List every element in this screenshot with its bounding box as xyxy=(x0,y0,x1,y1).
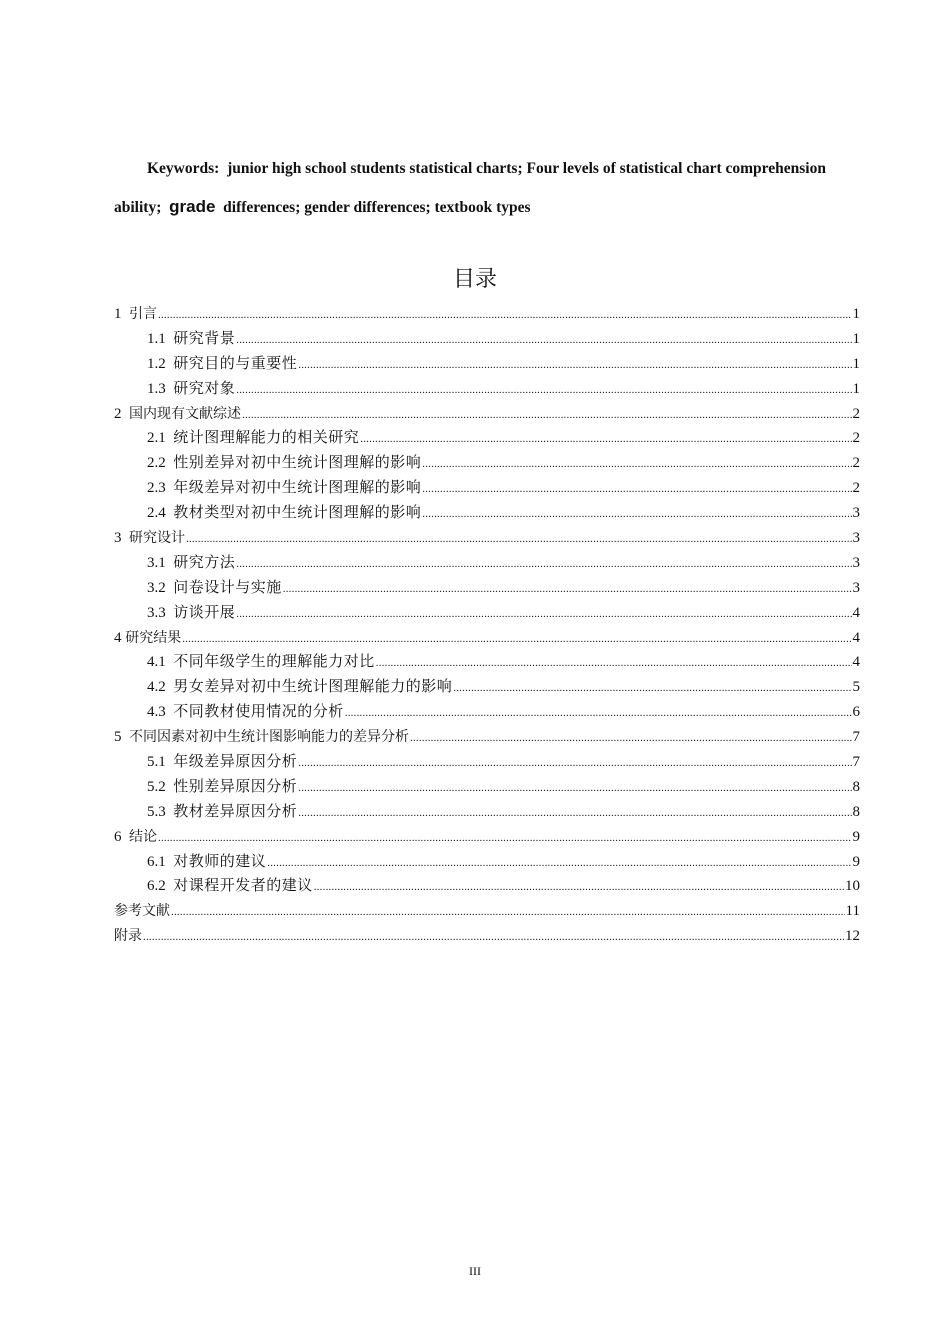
toc-entry-page: 2 xyxy=(852,455,860,472)
toc-entry-label: 参考文献 xyxy=(114,903,170,920)
toc-spacer xyxy=(166,775,174,800)
toc-dot-leader xyxy=(158,826,852,851)
toc-dot-leader xyxy=(242,403,852,428)
toc-spacer xyxy=(166,750,174,775)
toc-dot-leader xyxy=(298,776,851,801)
toc-entry-label: 年级差异原因分析 xyxy=(173,754,298,771)
toc-entry-label: 问卷设计与实施 xyxy=(173,579,282,596)
keywords-text-1: junior high school students statistical charts; Four levels of statistical chart comprehension ability; xyxy=(114,160,826,216)
toc-entry-page: 6 xyxy=(852,704,860,721)
toc-entry-label: 研究背景 xyxy=(173,330,236,347)
toc-entry[interactable] xyxy=(114,750,860,775)
toc-dot-leader xyxy=(360,427,851,452)
toc-dot-leader xyxy=(236,328,851,353)
toc-title: 目录 xyxy=(452,267,497,292)
toc-entry[interactable] xyxy=(114,850,860,875)
toc-entry-number: 5.1 xyxy=(147,754,166,771)
toc-entry-label: 对课程开发者的建议 xyxy=(173,878,313,895)
toc-entry-label: 研究对象 xyxy=(173,380,236,397)
toc-entry-number: 2 xyxy=(114,405,122,422)
toc-entry-page: 10 xyxy=(845,878,860,895)
toc-entry[interactable] xyxy=(114,476,860,501)
toc-entry[interactable] xyxy=(114,352,860,377)
toc-entry-page: 1 xyxy=(852,380,860,397)
toc-entry-number: 2.3 xyxy=(147,480,166,497)
toc-entry-number: 1 xyxy=(114,306,122,322)
toc-entry-page: 1 xyxy=(852,355,860,372)
toc-entry-label: 教材类型对初中生统计图理解的影响 xyxy=(173,505,422,522)
toc-entry-label: 男女差异对初中生统计图理解能力的影响 xyxy=(173,679,453,696)
toc-dot-leader xyxy=(453,676,851,701)
toc-spacer xyxy=(122,302,130,327)
toc-entry-number: 1.1 xyxy=(147,330,166,347)
toc-spacer xyxy=(166,576,174,601)
toc-entry-number: 6.2 xyxy=(147,878,166,895)
toc-dot-leader xyxy=(422,452,851,477)
toc-entry-label: 研究设计 xyxy=(129,530,185,547)
toc-dot-leader xyxy=(267,851,851,876)
toc-entry[interactable] xyxy=(114,700,860,725)
toc-spacer xyxy=(166,327,174,352)
toc-entry-page: 5 xyxy=(852,679,860,696)
toc-entry[interactable] xyxy=(114,302,860,327)
toc-entry-label: 结论 xyxy=(129,828,157,845)
toc-entry[interactable] xyxy=(114,675,860,700)
toc-entry-number: 6.1 xyxy=(147,853,166,870)
toc-dot-leader xyxy=(298,751,851,776)
toc-entry[interactable] xyxy=(114,576,860,601)
toc-entry-number: 1.3 xyxy=(147,380,166,397)
toc-entry[interactable] xyxy=(114,626,860,651)
toc-spacer xyxy=(166,501,174,526)
toc-entry-page: 9 xyxy=(852,828,860,845)
toc-entry-label: 访谈开展 xyxy=(173,604,236,621)
toc-entry-label: 年级差异对初中生统计图理解的影响 xyxy=(173,480,422,497)
toc-dot-leader xyxy=(158,303,852,328)
toc-entry-page: 3 xyxy=(852,579,860,596)
toc-entry-page: 9 xyxy=(852,853,860,870)
toc-entry-page: 12 xyxy=(845,928,860,945)
toc-spacer xyxy=(166,650,174,675)
toc-entry[interactable] xyxy=(114,775,860,800)
toc-entry-page: 8 xyxy=(852,778,860,795)
toc-entry-page: 7 xyxy=(852,754,860,771)
toc-entry[interactable] xyxy=(114,650,860,675)
toc-entry[interactable] xyxy=(114,924,860,949)
toc-dot-leader xyxy=(298,353,851,378)
toc-entry-label: 对教师的建议 xyxy=(173,853,267,870)
toc-dot-leader xyxy=(422,477,851,502)
toc-spacer xyxy=(122,402,130,427)
toc-entry[interactable] xyxy=(114,800,860,825)
toc-entry-number: 3.1 xyxy=(147,554,166,571)
toc-entry-label: 不同年级学生的理解能力对比 xyxy=(173,654,375,671)
toc-entry[interactable] xyxy=(114,899,860,924)
toc-entry[interactable] xyxy=(114,402,860,427)
toc-entry-page: 2 xyxy=(852,480,860,497)
toc-entry-page: 4 xyxy=(852,604,860,621)
toc-dot-leader xyxy=(298,801,851,826)
toc-entry[interactable] xyxy=(114,526,860,551)
toc-entry[interactable] xyxy=(114,551,860,576)
toc-entry-page: 7 xyxy=(852,729,860,746)
toc-entry-page: 2 xyxy=(852,405,860,422)
toc-entry-number: 2.1 xyxy=(147,430,166,447)
toc-entry-number: 3.2 xyxy=(147,579,166,596)
toc-entry-page: 11 xyxy=(845,903,860,920)
toc-entry[interactable] xyxy=(114,601,860,626)
toc-dot-leader xyxy=(422,502,851,527)
toc-spacer xyxy=(122,825,130,850)
toc-entry-number: 5 xyxy=(114,729,122,746)
toc-entry-label: 教材差异原因分析 xyxy=(173,803,298,820)
toc-entry-number: 5.3 xyxy=(147,803,166,820)
toc-entry-number: 4.3 xyxy=(147,704,166,721)
toc-entry-page: 1 xyxy=(852,306,860,322)
toc-spacer xyxy=(166,850,174,875)
toc-spacer xyxy=(166,675,174,700)
toc-entry-page: 4 xyxy=(852,654,860,671)
keywords-grade: grade xyxy=(169,197,216,216)
table-of-contents xyxy=(114,302,860,949)
toc-entry[interactable] xyxy=(114,825,860,850)
toc-dot-leader xyxy=(345,701,852,726)
toc-entry-page: 1 xyxy=(852,330,860,347)
toc-entry-label: 不同因素对初中生统计图影响能力的差异分析 xyxy=(129,729,409,746)
toc-entry[interactable] xyxy=(114,874,860,899)
toc-entry-number: 4 xyxy=(114,629,122,646)
toc-spacer xyxy=(166,700,174,725)
toc-spacer xyxy=(166,551,174,576)
toc-entry[interactable] xyxy=(114,377,860,402)
toc-entry-label: 附录 xyxy=(114,928,142,945)
toc-entry-page: 4 xyxy=(852,629,860,646)
keywords-paragraph xyxy=(114,150,859,227)
toc-entry-label: 不同教材使用情况的分析 xyxy=(173,704,344,721)
toc-entry-number: 6 xyxy=(114,828,122,845)
toc-dot-leader xyxy=(171,900,845,925)
toc-entry-number: 5.2 xyxy=(147,778,166,795)
toc-dot-leader xyxy=(186,527,852,552)
toc-spacer xyxy=(166,451,174,476)
toc-entry-number: 4.2 xyxy=(147,679,166,696)
toc-entry-page: 3 xyxy=(852,530,860,547)
toc-entry-page: 2 xyxy=(852,430,860,447)
toc-entry-number: 2.4 xyxy=(147,505,166,522)
toc-spacer xyxy=(122,526,130,551)
toc-entry-label: 国内现有文献综述 xyxy=(129,405,241,422)
toc-dot-leader xyxy=(236,378,851,403)
toc-dot-leader xyxy=(314,875,844,900)
page-number: III xyxy=(469,1264,481,1278)
toc-entry-label: 性别差异对初中生统计图理解的影响 xyxy=(173,455,422,472)
toc-dot-leader xyxy=(236,552,851,577)
toc-entry[interactable] xyxy=(114,451,860,476)
toc-entry-label: 性别差异原因分析 xyxy=(173,778,298,795)
toc-entry-number: 1.2 xyxy=(147,355,166,372)
toc-dot-leader xyxy=(182,627,851,652)
toc-entry-label: 研究结果 xyxy=(125,629,182,646)
toc-entry-number: 4.1 xyxy=(147,654,166,671)
toc-entry[interactable] xyxy=(114,426,860,451)
toc-entry-label: 引言 xyxy=(129,306,157,322)
toc-spacer xyxy=(166,800,174,825)
toc-entry-number: 3 xyxy=(114,530,122,547)
toc-spacer xyxy=(166,352,174,377)
toc-entry-number: 3.3 xyxy=(147,604,166,621)
keywords-text-2: differences; gender differences; textbook types xyxy=(223,199,531,216)
toc-dot-leader xyxy=(143,925,844,950)
toc-spacer xyxy=(166,874,174,899)
toc-spacer xyxy=(166,476,174,501)
toc-spacer xyxy=(166,601,174,626)
toc-entry[interactable] xyxy=(114,327,860,352)
toc-entry-label: 统计图理解能力的相关研究 xyxy=(173,430,360,447)
toc-entry-number: 2.2 xyxy=(147,455,166,472)
toc-entry-page: 3 xyxy=(852,505,860,522)
keywords-label: Keywords: xyxy=(147,160,220,177)
toc-entry[interactable] xyxy=(114,501,860,526)
toc-entry-page: 8 xyxy=(852,803,860,820)
toc-dot-leader xyxy=(376,651,852,676)
toc-dot-leader xyxy=(236,602,851,627)
toc-entry-label: 研究方法 xyxy=(173,554,236,571)
toc-spacer xyxy=(166,426,174,451)
toc-spacer xyxy=(122,725,130,750)
toc-spacer xyxy=(166,377,174,402)
toc-dot-leader xyxy=(410,726,852,751)
toc-entry-page: 3 xyxy=(852,554,860,571)
toc-entry[interactable] xyxy=(114,725,860,750)
toc-entry-label: 研究目的与重要性 xyxy=(173,355,298,372)
toc-dot-leader xyxy=(283,577,852,602)
